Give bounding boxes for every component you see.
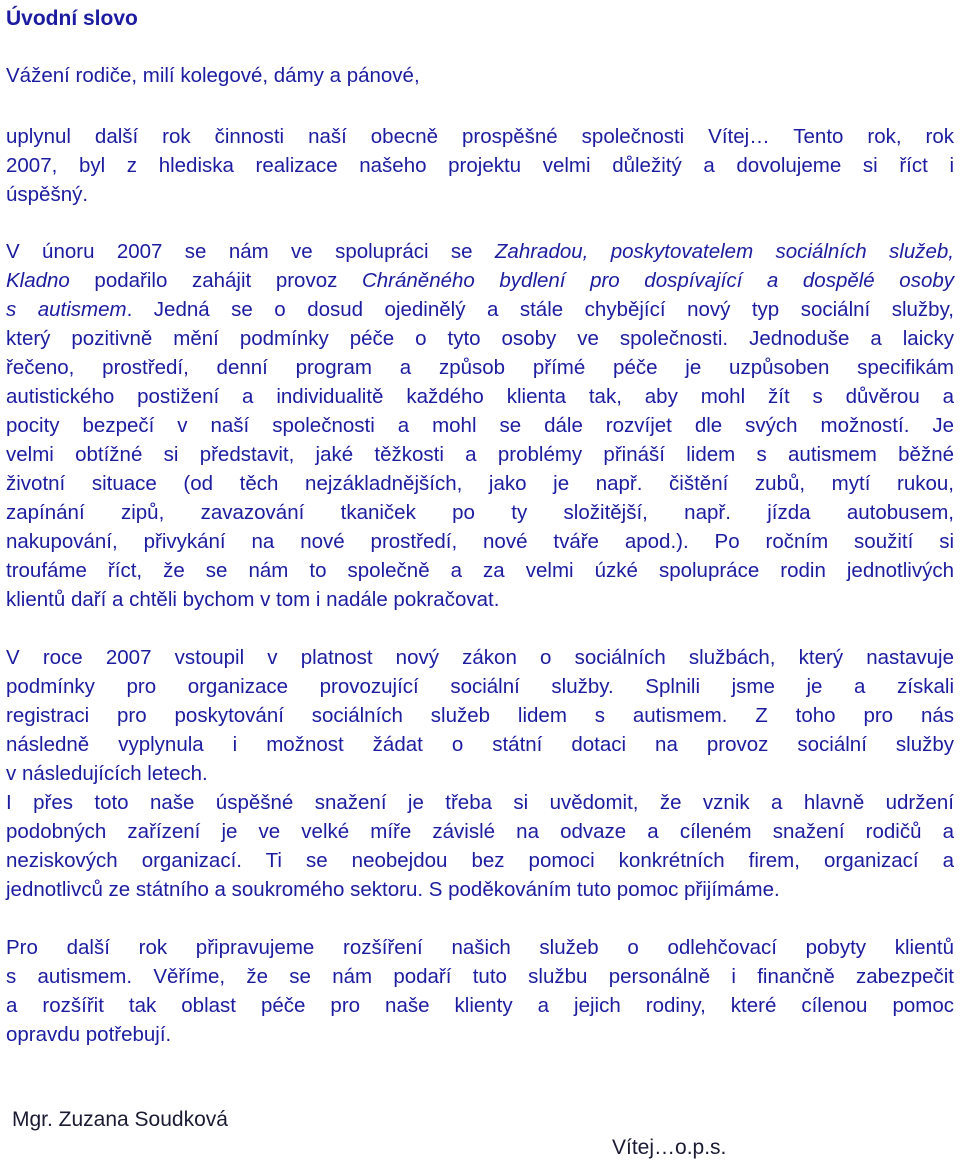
paragraph-2-line: troufáme říct, že se nám to společně a za velmi úzké spolupráce rodin jednotlivých [6, 559, 954, 582]
paragraph-2-line: řečeno, prostředí, denní program a způsob přímé péče je uzpůsoben specifikám [6, 356, 954, 379]
paragraph-3-line: V roce 2007 vstoupil v platnost nový zákon o sociálních službách, který nastavuje [6, 646, 954, 669]
paragraph-4-line: I přes toto naše úspěšné snažení je třeba si uvědomit, že vznik a hlavně udržení [6, 791, 954, 814]
signature: Mgr. Zuzana Soudková [12, 1108, 228, 1131]
paragraph-2-line: klientů daří a chtěli bychom v tom i nadále pokračovat. [6, 588, 500, 611]
salutation: Vážení rodiče, milí kolegové, dámy a pánové, [6, 64, 420, 87]
paragraph-5-line: opravdu potřebují. [6, 1023, 172, 1046]
paragraph-3-line: registraci pro poskytování sociálních služeb lidem s autismem. Z toho pro nás [6, 704, 954, 727]
paragraph-3-line: v následujících letech. [6, 762, 208, 785]
paragraph-3-line: podmínky pro organizace provozující sociální služby. Splnili jsme je a získali [6, 675, 954, 698]
organization-name: Zahradou, poskytovatelem sociálních služeb, [494, 240, 954, 263]
paragraph-2-line [6, 266, 954, 295]
paragraph-2-line [6, 237, 954, 266]
paragraph-2-line: pocity bezpečí v naší společnosti a mohl se dále rozvíjet dle svých možností. Je [6, 414, 954, 437]
paragraph-2-line: autistického postižení a individualitě každého klienta tak, aby mohl žít s důvěrou a [6, 385, 954, 408]
paragraph-5-line: s autismem. Věříme, že se nám podaří tuto službu personálně i finančně zabezpečit [6, 965, 954, 988]
text-run: podařilo zahájit provoz [69, 269, 362, 292]
text-run: V únoru 2007 se nám ve spolupráci se [6, 240, 495, 263]
paragraph-2-line: nakupování, přivykání na nové prostředí, nové tváře apod.). Po ročním soužití si [6, 530, 954, 553]
paragraph-2-line: zapínání zipů, zavazování tkaniček po ty složitější, např. jízda autobusem, [6, 501, 954, 524]
paragraph-5-line: a rozšířit tak oblast péče pro naše klienty a jejich rodiny, které cílenou pomoc [6, 994, 954, 1017]
paragraph-2-line [6, 295, 954, 324]
service-name: s autismem [6, 298, 127, 321]
page-title: Úvodní slovo [6, 7, 138, 30]
paragraph-2-line: který pozitivně mění podmínky péče o tyto osoby ve společnosti. Jednoduše a laicky [6, 327, 954, 350]
service-name: Chráněného bydlení pro dospívající a dospělé osoby [361, 269, 954, 292]
paragraph-1-line: 2007, byl z hlediska realizace našeho projektu velmi důležitý a dovolujeme si říct i [6, 154, 954, 177]
paragraph-5-line: Pro další rok připravujeme rozšíření našich služeb o odlehčovací pobyty klientů [6, 936, 954, 959]
paragraph-1-line: uplynul další rok činnosti naší obecně prospěšné společnosti Vítej… Tento rok, rok [6, 125, 954, 148]
text-run: . Jedná se o dosud ojedinělý a stále chybějící nový typ sociální služby, [126, 298, 954, 321]
paragraph-2-line: velmi obtížné si představit, jaké těžkosti a problémy přináší lidem s autismem běžné [6, 443, 954, 466]
paragraph-3-line: následně vyplynula i možnost žádat o státní dotaci na provoz sociální služby [6, 733, 954, 756]
organization-name: Kladno [6, 269, 70, 292]
paragraph-2-line: životní situace (od těch nejzákladnějších, jako je např. čištění zubů, mytí rukou, [6, 472, 954, 495]
paragraph-4-line: jednotlivců ze státního a soukromého sektoru. S poděkováním tuto pomoc přijímáme. [6, 878, 780, 901]
organization-signoff: Vítej…o.p.s. [612, 1136, 727, 1159]
paragraph-1-line: úspěšný. [6, 183, 89, 206]
paragraph-4-line: neziskových organizací. Ti se neobejdou bez pomoci konkrétních firem, organizací a [6, 849, 954, 872]
paragraph-4-line: podobných zařízení je ve velké míře závislé na odvaze a cíleném snažení rodičů a [6, 820, 954, 843]
